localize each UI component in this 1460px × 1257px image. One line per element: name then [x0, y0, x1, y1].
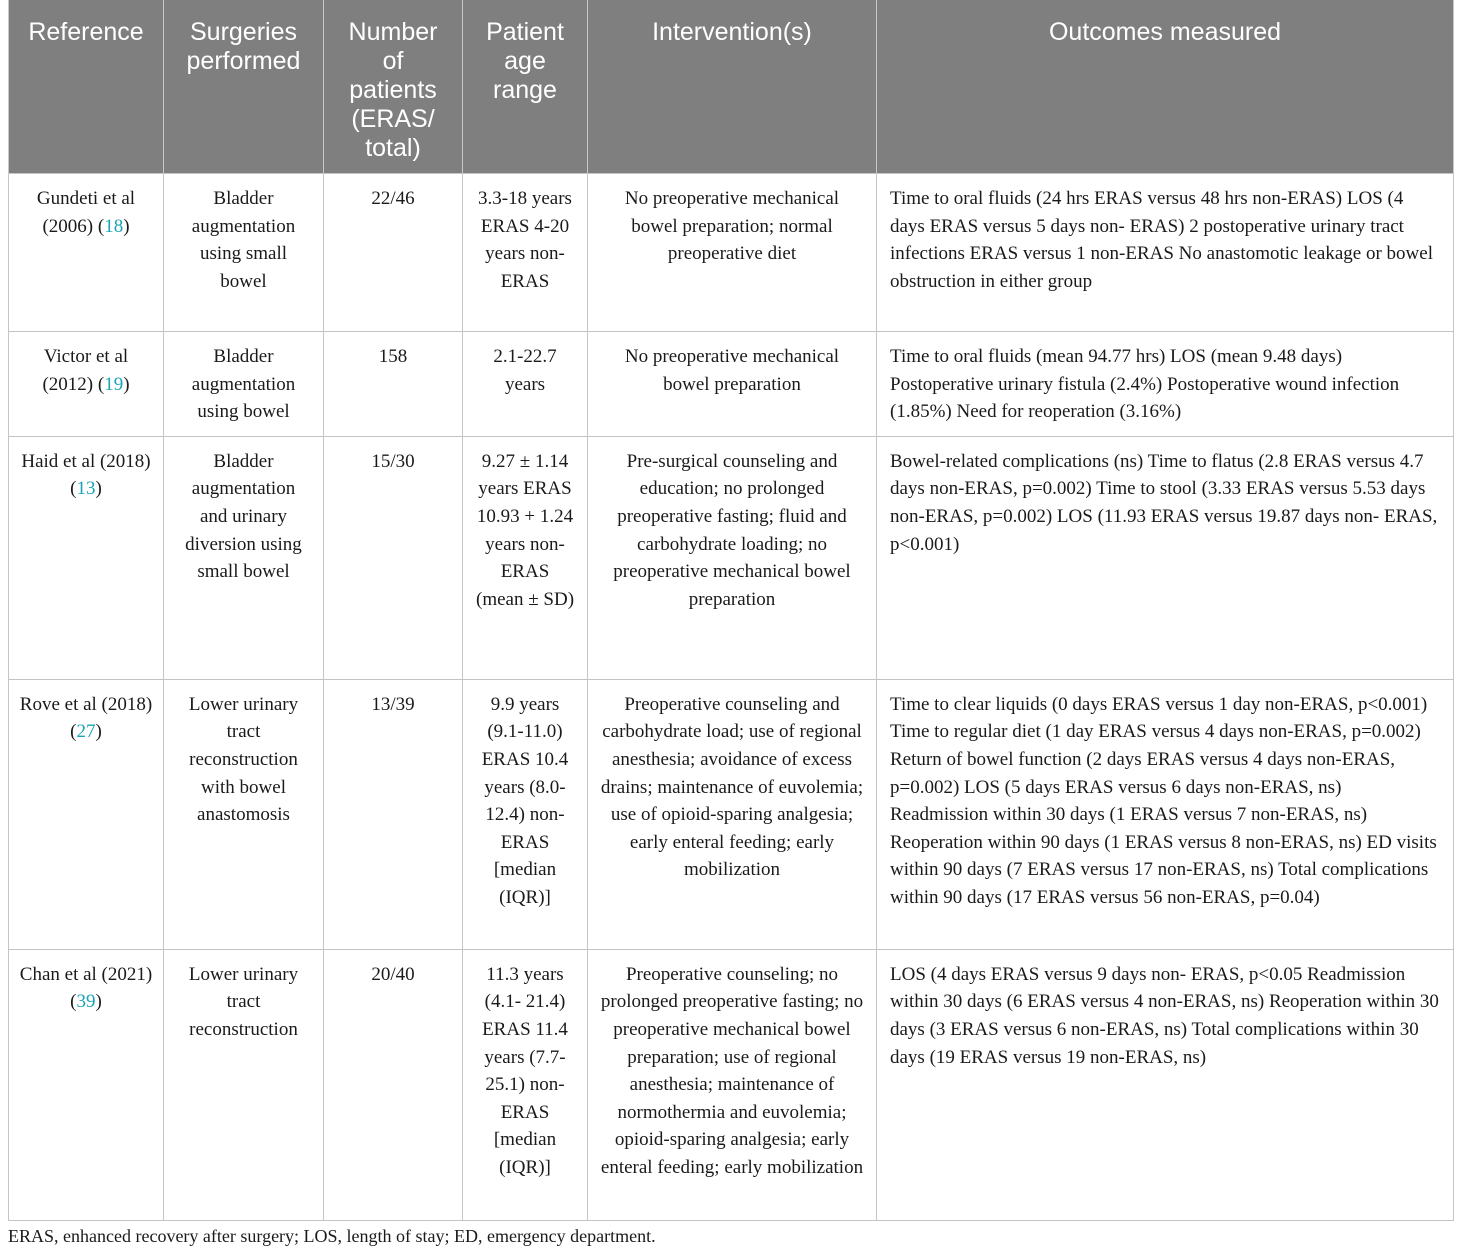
table-row — [9, 679, 1454, 949]
header-patients: Number of patients (ERAS/ total) — [324, 0, 463, 174]
reference-author: Haid et al (2018) ( — [21, 450, 151, 500]
reference-author: Gundeti et al (2006) ( — [36, 188, 136, 237]
reference-author: Rove et al (2018) ( — [19, 693, 153, 743]
outcomes-cell: Bowel-related complications (ns) Time to flatus (2.8 ERAS versus 4.7 days non-ERAS, p=0.002) Time to stool (3.33 ERAS versus 5.53 days non-ERAS, p=0.002) LOS (11.93 ERAS versus 19.87 days non- ERAS, p<0.001) — [877, 436, 1454, 679]
reference-cell — [9, 949, 164, 1220]
reference-cell — [9, 436, 164, 679]
reference-link[interactable]: 13 — [76, 478, 96, 500]
header-surgeries: Surgeries performed — [164, 0, 324, 174]
header-reference: Reference — [9, 0, 164, 174]
intervention-cell: Preoperative counseling; no prolonged preoperative fasting; no preoperative mechanical bowel preparation; use of regional anesthesia; maintenance of normothermia and euvolemia; opioid-sparing analgesia; early enteral feeding; early mobilization — [588, 949, 877, 1220]
intervention-cell: Pre-surgical counseling and education; no prolonged preoperative fasting; fluid and carbohydrate loading; no preoperative mechanical bowel preparation — [588, 436, 877, 679]
surgery-cell: Lower urinary tract reconstruction with bowel anastomosis — [164, 679, 324, 949]
reference-close: ) — [95, 721, 102, 743]
patients-cell: 158 — [324, 332, 463, 437]
patients-cell: 13/39 — [324, 679, 463, 949]
reference-close: ) — [123, 215, 130, 237]
reference-close: ) — [123, 373, 130, 395]
reference-author: Chan et al (2021) ( — [19, 963, 153, 1013]
eras-studies-table — [8, 0, 1454, 1221]
surgery-cell: Bladder augmentation using bowel — [164, 332, 324, 437]
table-row — [9, 174, 1454, 332]
header-intervention: Intervention(s) — [588, 0, 877, 174]
table-footnote: ERAS, enhanced recovery after surgery; LOS, length of stay; ED, emergency department. — [8, 1226, 656, 1246]
table-row — [9, 332, 1454, 437]
reference-link[interactable]: 18 — [104, 215, 124, 237]
header-outcomes: Outcomes measured — [877, 0, 1454, 174]
outcomes-cell: Time to oral fluids (mean 94.77 hrs) LOS (mean 9.48 days) Postoperative urinary fistula (2.4%) Postoperative wound infection (1.85%) Need for reoperation (3.16%) — [877, 332, 1454, 437]
intervention-cell: Preoperative counseling and carbohydrate load; use of regional anesthesia; avoidance of excess drains; maintenance of euvolemia; use of opioid-sparing analgesia; early enteral feeding; early mobilization — [588, 679, 877, 949]
outcomes-cell: Time to clear liquids (0 days ERAS versus 1 day non-ERAS, p<0.001) Time to regular diet (1 day ERAS versus 4 days non-ERAS, p=0.002) Return of bowel function (2 days ERAS versus 4 days non-ERAS, p=0.002) LOS (5 days ERAS versus 6 days non-ERAS, ns) Readmission within 30 days (1 ERAS versus 7 non-ERAS, ns) Reoperation within 90 days (1 ERAS versus 8 non-ERAS, ns) ED visits within 90 days (7 ERAS versus 17 non-ERAS, ns) Total complications within 90 days (17 ERAS versus 56 non-ERAS, p=0.04) — [877, 679, 1454, 949]
reference-author: Victor et al (2012) ( — [42, 346, 129, 395]
intervention-cell: No preoperative mechanical bowel preparation — [588, 332, 877, 437]
reference-link[interactable]: 19 — [104, 373, 124, 395]
table-row — [9, 436, 1454, 679]
outcomes-cell: LOS (4 days ERAS versus 9 days non- ERAS, p<0.05 Readmission within 30 days (6 ERAS versus 4 non-ERAS, ns) Reoperation within 30 days (3 ERAS versus 6 non-ERAS, ns) Total complications within 30 days (19 ERAS versus 19 non-ERAS, ns) — [877, 949, 1454, 1220]
age-cell: 2.1-22.7 years — [463, 332, 588, 437]
reference-close: ) — [95, 478, 102, 500]
age-cell: 9.27 ± 1.14 years ERAS 10.93 + 1.24 years non-ERAS (mean ± SD) — [463, 436, 588, 679]
age-cell: 11.3 years (4.1- 21.4) ERAS 11.4 years (7.7-25.1) non-ERAS [median (IQR)] — [463, 949, 588, 1220]
age-cell: 9.9 years (9.1-11.0) ERAS 10.4 years (8.0-12.4) non-ERAS [median (IQR)] — [463, 679, 588, 949]
reference-cell — [9, 332, 164, 437]
reference-cell — [9, 174, 164, 332]
patients-cell: 15/30 — [324, 436, 463, 679]
surgery-cell: Lower urinary tract reconstruction — [164, 949, 324, 1220]
table-row — [9, 949, 1454, 1220]
header-age: Patient age range — [463, 0, 588, 174]
table-container — [8, 0, 1453, 1221]
reference-link[interactable]: 27 — [76, 721, 96, 743]
outcomes-cell: Time to oral fluids (24 hrs ERAS versus 48 hrs non-ERAS) LOS (4 days ERAS versus 5 days non- ERAS) 2 postoperative urinary tract infections ERAS versus 1 non-ERAS No anastomotic leakage or bowel obstruction in either group — [877, 174, 1454, 332]
reference-link[interactable]: 39 — [76, 991, 96, 1013]
reference-close: ) — [95, 991, 102, 1013]
reference-cell — [9, 679, 164, 949]
surgery-cell: Bladder augmentation using small bowel — [164, 174, 324, 332]
age-cell: 3.3-18 years ERAS 4-20 years non-ERAS — [463, 174, 588, 332]
patients-cell: 22/46 — [324, 174, 463, 332]
intervention-cell: No preoperative mechanical bowel preparation; normal preoperative diet — [588, 174, 877, 332]
surgery-cell: Bladder augmentation and urinary diversion using small bowel — [164, 436, 324, 679]
header-row — [9, 0, 1454, 174]
patients-cell: 20/40 — [324, 949, 463, 1220]
